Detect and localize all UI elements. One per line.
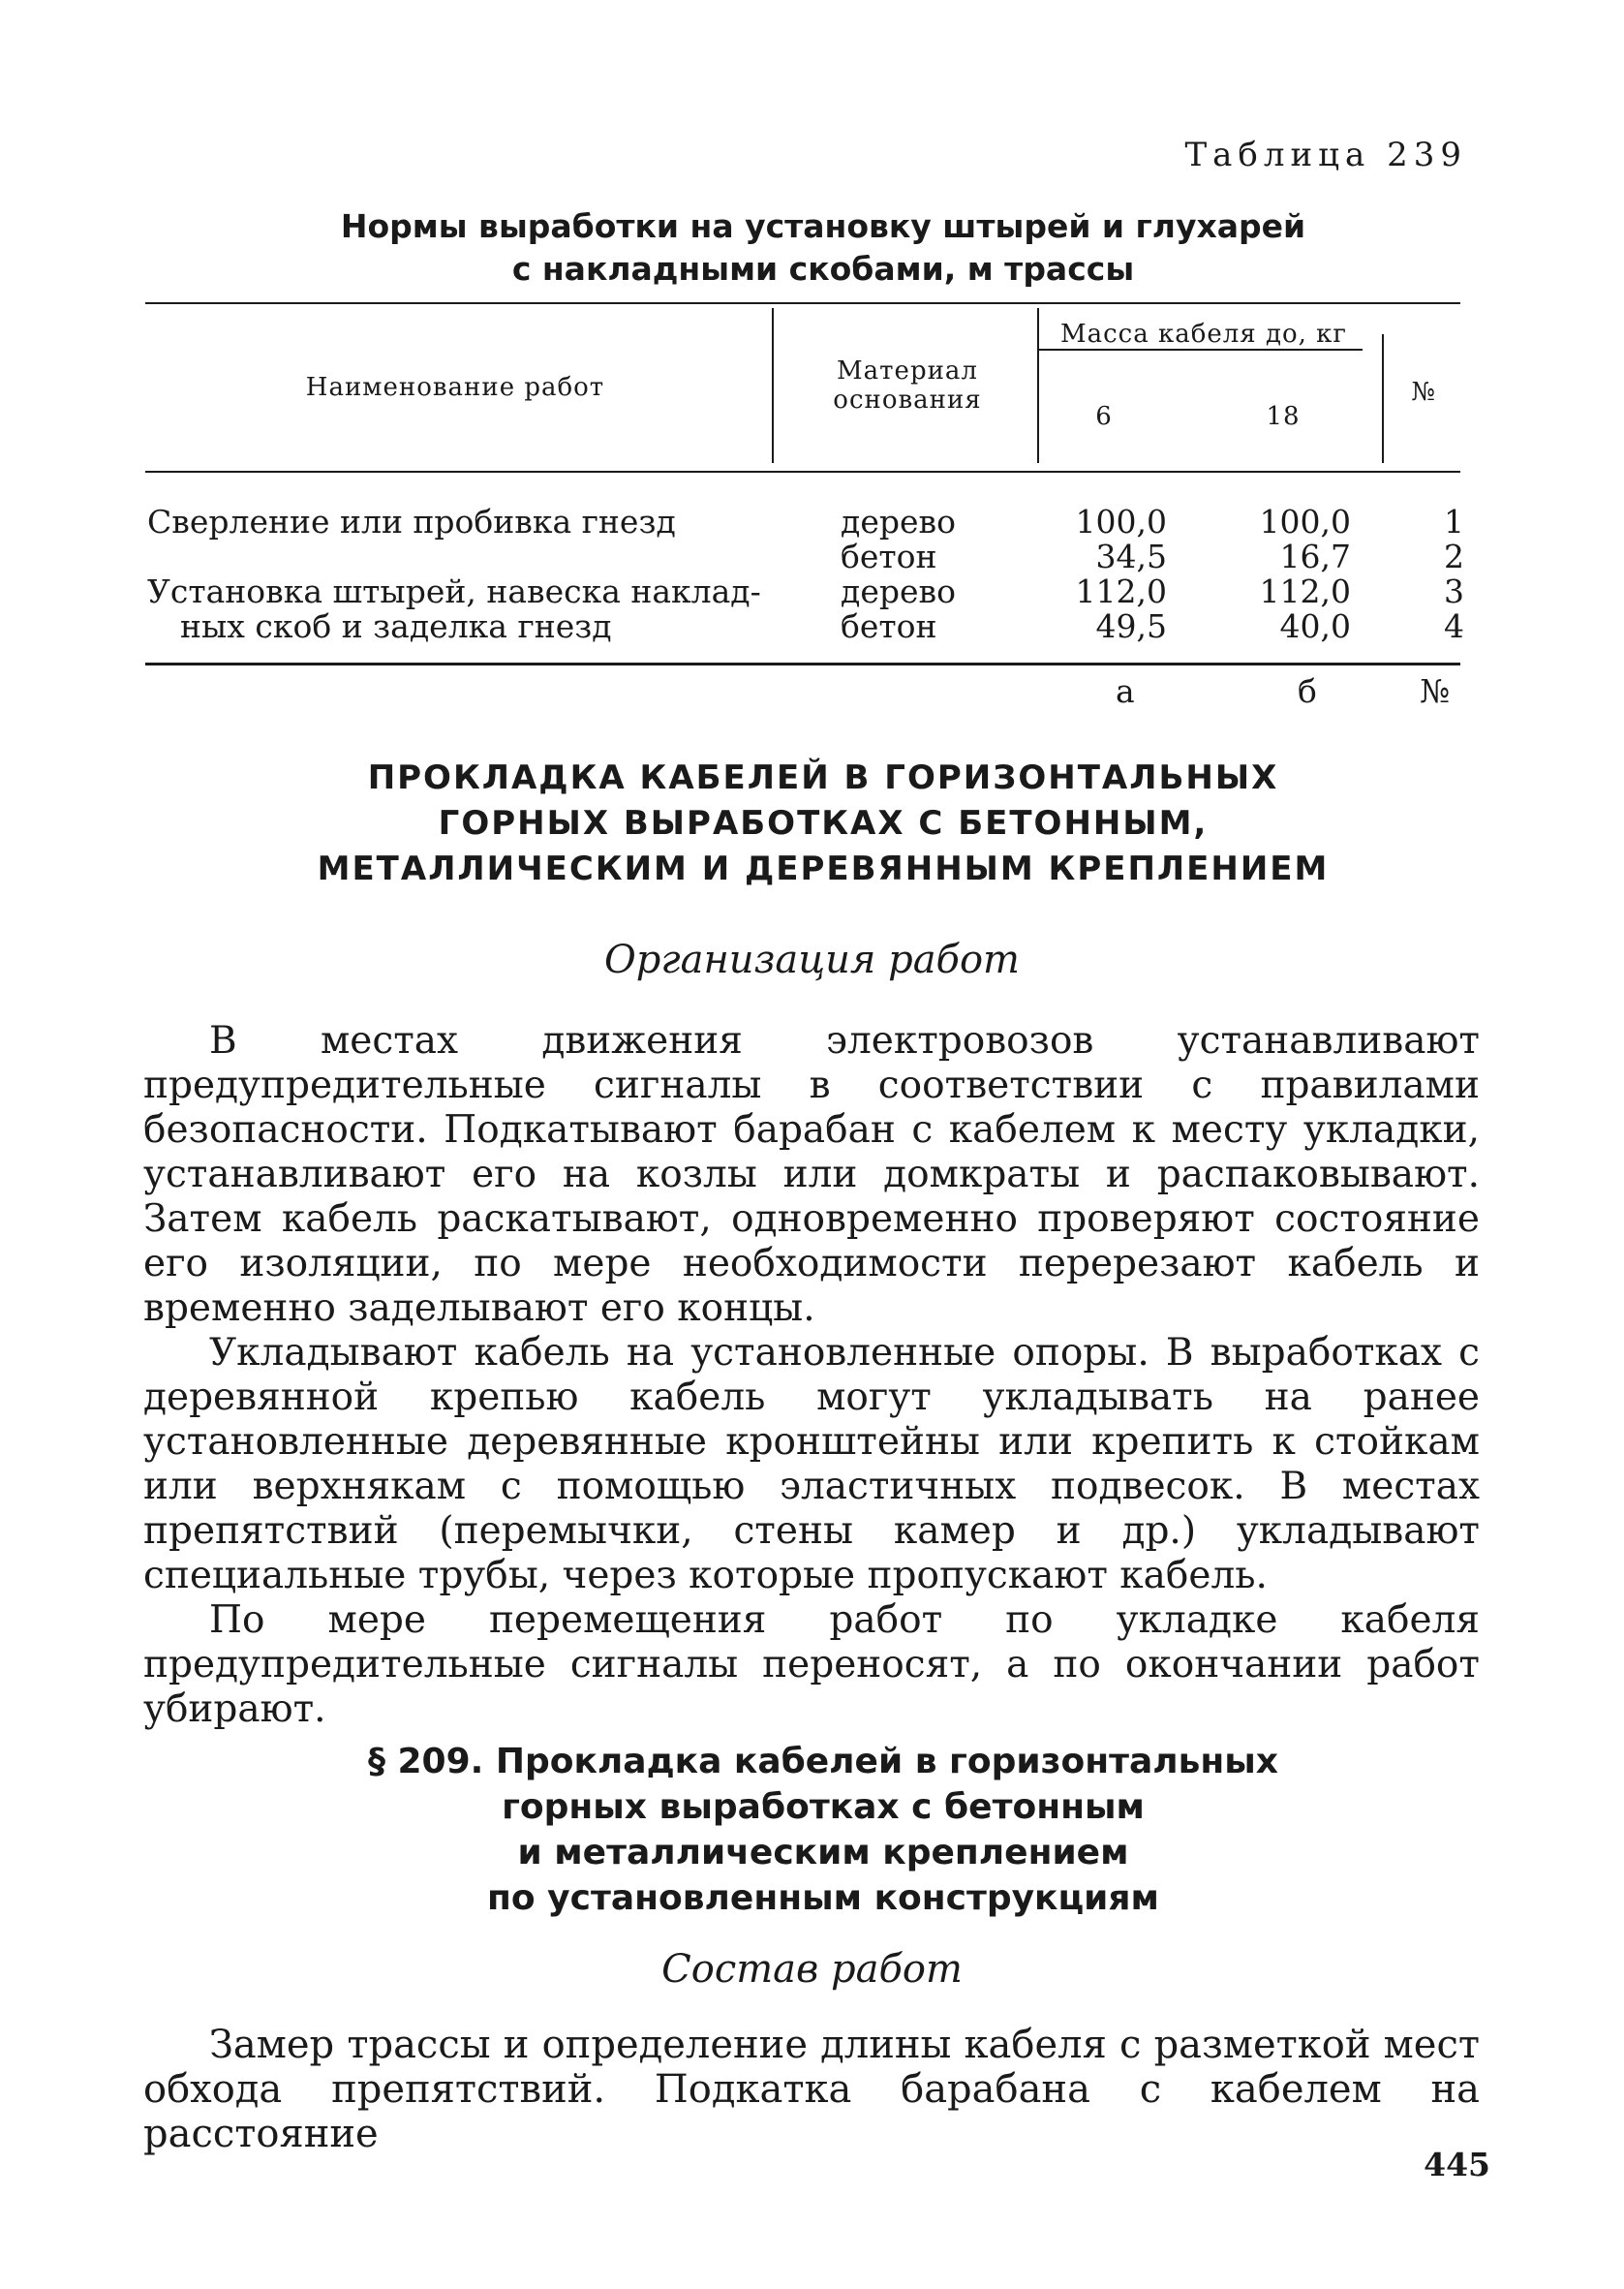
footer-a: а <box>1116 672 1135 710</box>
table-label: Таблица 239 <box>1184 136 1467 174</box>
table-top-rule <box>145 302 1460 304</box>
header-cable-mass: Масса кабеля до, кг <box>1059 320 1348 349</box>
header-material: Материал основания <box>833 356 982 415</box>
row-3-material: дерево <box>841 572 956 610</box>
section-209-line-3: и металлическим креплением <box>517 1833 1129 1872</box>
page-number: 445 <box>1424 2146 1490 2183</box>
org-subheading: Организация работ <box>604 938 1020 982</box>
section-209-heading <box>291 1739 1356 1921</box>
row-1-v18: 100,0 <box>1259 503 1351 541</box>
row-2-material: бетон <box>841 538 937 575</box>
row-1-material: дерево <box>841 503 956 541</box>
header-mass-6: 6 <box>1095 402 1113 431</box>
composition-subheading: Состав работ <box>661 1947 963 1992</box>
paragraph-1: В местах движения электровозов устанавливают предупредительные сигналы в соответствии с правилами безопасности. Подкатывают барабан с кабелем к месту укладки, устанавливают его на козлы или домкраты и распаковывают. Затем кабель раскатывают, одновременно проверяют состояние его изоляции, по мере необходимости перерезают кабель и временно заделывают его концы. <box>143 1019 1480 1330</box>
row-4-v6: 49,5 <box>1095 607 1167 645</box>
table-title-line-1: Нормы выработки на установку штырей и глухарей <box>340 207 1306 245</box>
row-1-v6: 100,0 <box>1075 503 1167 541</box>
section-heading-line-2: ГОРНЫХ ВЫРАБОТКАХ С БЕТОННЫМ, <box>438 804 1209 843</box>
section-heading-line-3: МЕТАЛЛИЧЕСКИМ И ДЕРЕВЯННЫМ КРЕПЛЕНИЕМ <box>317 850 1330 888</box>
composition-body <box>143 2023 1480 2156</box>
table-divider-3 <box>1382 334 1384 463</box>
table-bottom-rule <box>145 663 1460 665</box>
paragraph-3: По мере перемещения работ по укладке кабеля предупредительные сигналы переносят, а по окончании работ убирают. <box>143 1598 1480 1731</box>
section-209-line-1: § 209. Прокладка кабелей в горизонтальных <box>367 1742 1279 1781</box>
section-heading <box>194 756 1453 892</box>
table-title <box>291 205 1356 291</box>
header-work-name: Наименование работ <box>305 373 605 402</box>
section-heading-line-1: ПРОКЛАДКА КАБЕЛЕЙ В ГОРИЗОНТАЛЬНЫХ <box>367 758 1279 797</box>
row-2-no: 2 <box>1444 538 1464 575</box>
table-header-rule <box>145 471 1460 473</box>
body-text <box>143 1019 1480 1732</box>
footer-number: № <box>1420 672 1451 710</box>
row-3-v6: 112,0 <box>1075 572 1167 610</box>
table-title-line-2: с накладными скобами, м трассы <box>511 250 1135 288</box>
row-3-v18: 112,0 <box>1259 572 1351 610</box>
row-1-work: Сверление или пробивка гнезд <box>147 503 676 541</box>
header-mass-18: 18 <box>1266 402 1301 431</box>
mass-header-rule <box>1037 349 1363 351</box>
section-209-line-4: по установленным конструкциям <box>487 1878 1159 1918</box>
table-divider-1 <box>772 308 774 463</box>
composition-paragraph: Замер трассы и определение длины кабеля с разметкой мест обхода препятствий. Подкатка барабана с кабелем на расстояние <box>143 2023 1480 2156</box>
row-4-no: 4 <box>1444 607 1464 645</box>
table-divider-2 <box>1037 308 1039 463</box>
header-number: № <box>1411 378 1436 407</box>
row-4-work: ных скоб и заделка гнезд <box>180 607 612 645</box>
row-4-v18: 40,0 <box>1279 607 1351 645</box>
row-1-no: 1 <box>1444 503 1464 541</box>
row-2-v6: 34,5 <box>1095 538 1167 575</box>
row-3-work: Установка штырей, навеска наклад- <box>147 572 761 610</box>
paragraph-2: Укладывают кабель на установленные опоры. В выработках с деревянной крепью кабель могут укладывать на ранее установленные деревянные кронштейны или крепить к стойкам или верхнякам с помощью эластичных подвесок. В местах препятствий (перемычки, стены камер и др.) укладывают специальные трубы, через которые пропускают кабель. <box>143 1331 1480 1597</box>
footer-b: б <box>1298 672 1317 710</box>
section-209-line-2: горных выработках с бетонным <box>502 1787 1145 1827</box>
row-2-v18: 16,7 <box>1279 538 1351 575</box>
row-4-material: бетон <box>841 607 937 645</box>
row-3-no: 3 <box>1444 572 1464 610</box>
